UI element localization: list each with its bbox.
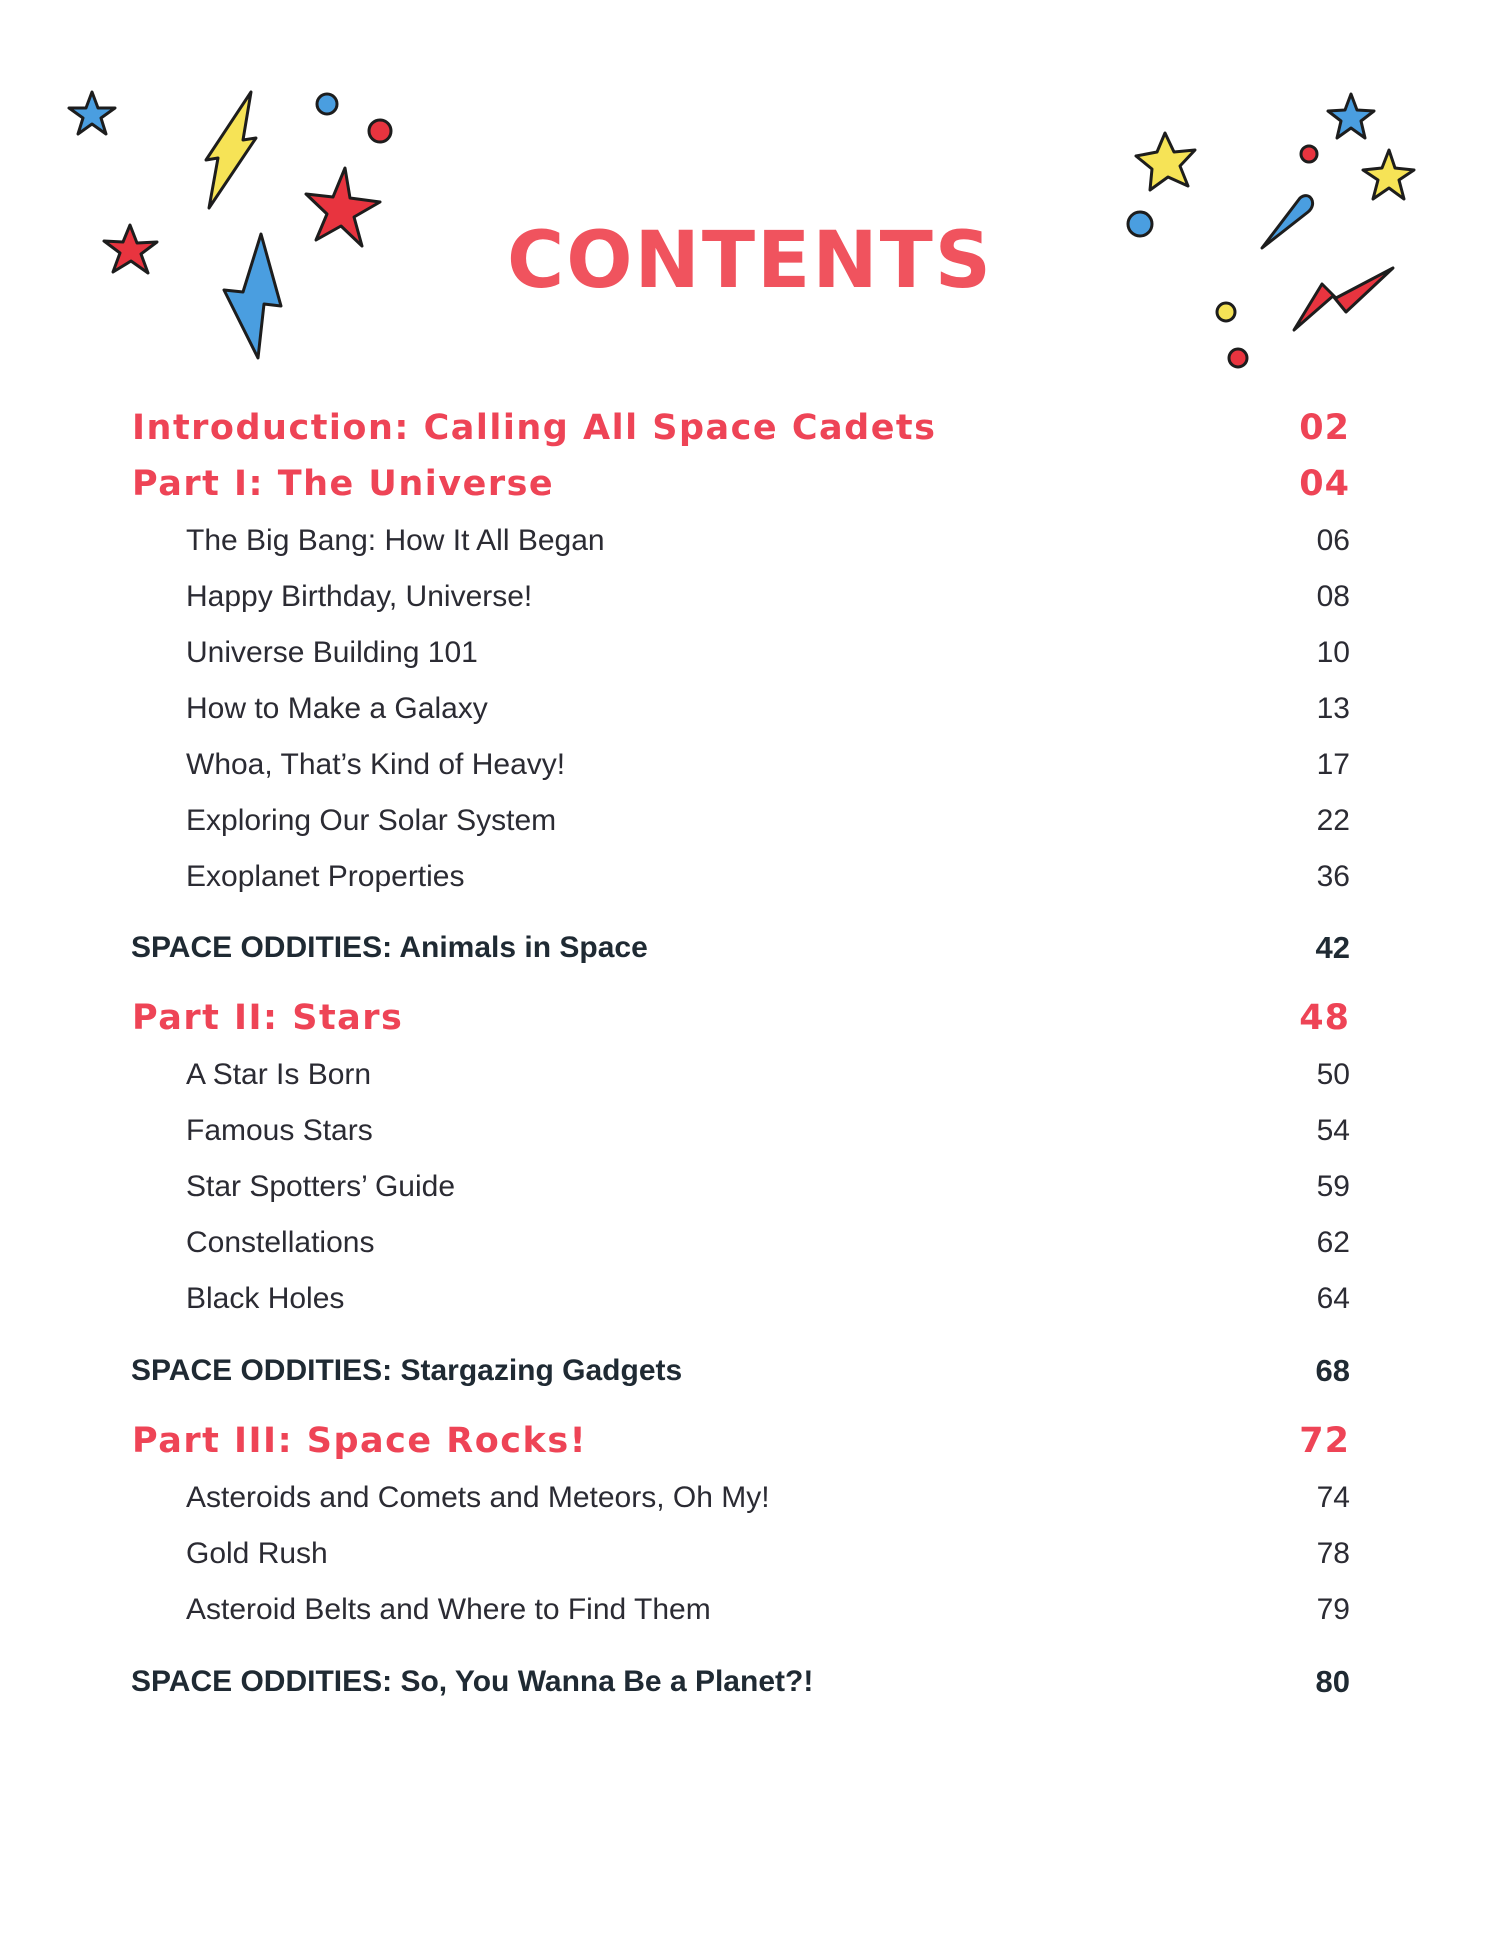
toc-entry[interactable] xyxy=(0,993,1500,1043)
toc-entry-page: 10 xyxy=(1316,636,1350,669)
toc-entry[interactable] xyxy=(0,1473,1500,1523)
toc-entry-page: 80 xyxy=(1315,1664,1350,1699)
toc-entry-page: 79 xyxy=(1316,1593,1350,1626)
toc-entry[interactable] xyxy=(0,572,1500,622)
blue-dot-icon xyxy=(317,94,337,114)
toc-entry[interactable] xyxy=(0,1106,1500,1156)
toc-entry-page: 48 xyxy=(1299,998,1350,1038)
toc-entry-title: Star Spotters’ Guide xyxy=(186,1170,456,1203)
yellow-star-icon xyxy=(1136,133,1195,190)
toc-entry[interactable] xyxy=(0,796,1500,846)
toc-entry-title: Gold Rush xyxy=(186,1537,328,1570)
toc-entry[interactable] xyxy=(0,1416,1500,1466)
toc-entry-page: 54 xyxy=(1316,1114,1350,1147)
toc-entry-page: 08 xyxy=(1316,580,1350,613)
toc-entry[interactable] xyxy=(0,516,1500,566)
yellow-star-icon xyxy=(1363,150,1414,199)
toc-entry[interactable] xyxy=(0,1218,1500,1268)
toc-entry[interactable] xyxy=(0,1657,1500,1707)
red-dot-icon xyxy=(1229,349,1247,367)
toc-entry[interactable] xyxy=(0,1162,1500,1212)
toc-entry-title: Exoplanet Properties xyxy=(186,860,465,893)
toc-entry-title: SPACE ODDITIES: So, You Wanna Be a Planet?! xyxy=(131,1665,814,1698)
toc-entry-title: Part II: Stars xyxy=(132,998,404,1038)
toc-entry-title: How to Make a Galaxy xyxy=(186,692,488,725)
toc-entry-title: Whoa, That’s Kind of Heavy! xyxy=(186,748,566,781)
toc-entry[interactable] xyxy=(0,1529,1500,1579)
yellow-lightning-icon xyxy=(206,92,256,208)
toc-entry-page: 13 xyxy=(1316,692,1350,725)
toc-entry-page: 04 xyxy=(1299,464,1350,504)
toc-entry-page: 74 xyxy=(1316,1481,1350,1514)
toc-entry-title: SPACE ODDITIES: Animals in Space xyxy=(131,931,648,964)
toc-entry[interactable] xyxy=(0,1274,1500,1324)
toc-entry-page: 68 xyxy=(1315,1353,1350,1388)
toc-entry-page: 59 xyxy=(1316,1170,1350,1203)
toc-entry-page: 02 xyxy=(1299,408,1350,448)
yellow-dot-icon xyxy=(1217,303,1235,321)
toc-entry[interactable] xyxy=(0,740,1500,790)
toc-entry-page: 42 xyxy=(1315,930,1350,965)
toc-entry-title: Exploring Our Solar System xyxy=(186,804,557,837)
space-doodles xyxy=(0,0,1500,400)
toc-entry-page: 64 xyxy=(1316,1282,1350,1315)
toc-entry[interactable] xyxy=(0,459,1500,509)
toc-entry-title: A Star Is Born xyxy=(186,1058,372,1091)
toc-entry-title: Happy Birthday, Universe! xyxy=(186,580,533,613)
toc-entry[interactable] xyxy=(0,628,1500,678)
toc-entry-title: Famous Stars xyxy=(186,1114,373,1147)
toc-entry-title: Constellations xyxy=(186,1226,375,1259)
toc-entry-title: The Big Bang: How It All Began xyxy=(186,524,605,557)
toc-entry-title: Part III: Space Rocks! xyxy=(132,1421,588,1461)
blue-star-icon xyxy=(69,92,115,134)
toc-entry-title: Introduction: Calling All Space Cadets xyxy=(132,408,937,448)
toc-entry[interactable] xyxy=(0,1050,1500,1100)
toc-entry-page: 50 xyxy=(1316,1058,1350,1091)
toc-entry-title: Black Holes xyxy=(186,1282,345,1315)
toc-entry-page: 17 xyxy=(1316,748,1350,781)
toc-entry-title: SPACE ODDITIES: Stargazing Gadgets xyxy=(131,1354,683,1387)
toc-entry-page: 36 xyxy=(1316,860,1350,893)
toc-entry-title: Universe Building 101 xyxy=(186,636,478,669)
toc-entry[interactable] xyxy=(0,684,1500,734)
toc-entry-title: Asteroid Belts and Where to Find Them xyxy=(186,1593,711,1626)
page-title: CONTENTS xyxy=(507,216,993,306)
toc-entry-page: 22 xyxy=(1316,804,1350,837)
toc-entry-page: 78 xyxy=(1316,1537,1350,1570)
red-dot-icon xyxy=(369,120,391,142)
toc-entry[interactable] xyxy=(0,403,1500,453)
toc-entry[interactable] xyxy=(0,852,1500,902)
toc-entry[interactable] xyxy=(0,1346,1500,1396)
red-dot-icon xyxy=(1301,146,1317,162)
toc-entry[interactable] xyxy=(0,923,1500,973)
toc-entry-page: 72 xyxy=(1299,1421,1350,1461)
toc-entry-page: 06 xyxy=(1316,524,1350,557)
blue-star-icon xyxy=(1328,94,1374,138)
toc-entry-title: Part I: The Universe xyxy=(132,464,555,504)
toc-entry[interactable] xyxy=(0,1585,1500,1635)
toc-entry-title: Asteroids and Comets and Meteors, Oh My! xyxy=(186,1481,770,1514)
toc-entry-page: 62 xyxy=(1316,1226,1350,1259)
